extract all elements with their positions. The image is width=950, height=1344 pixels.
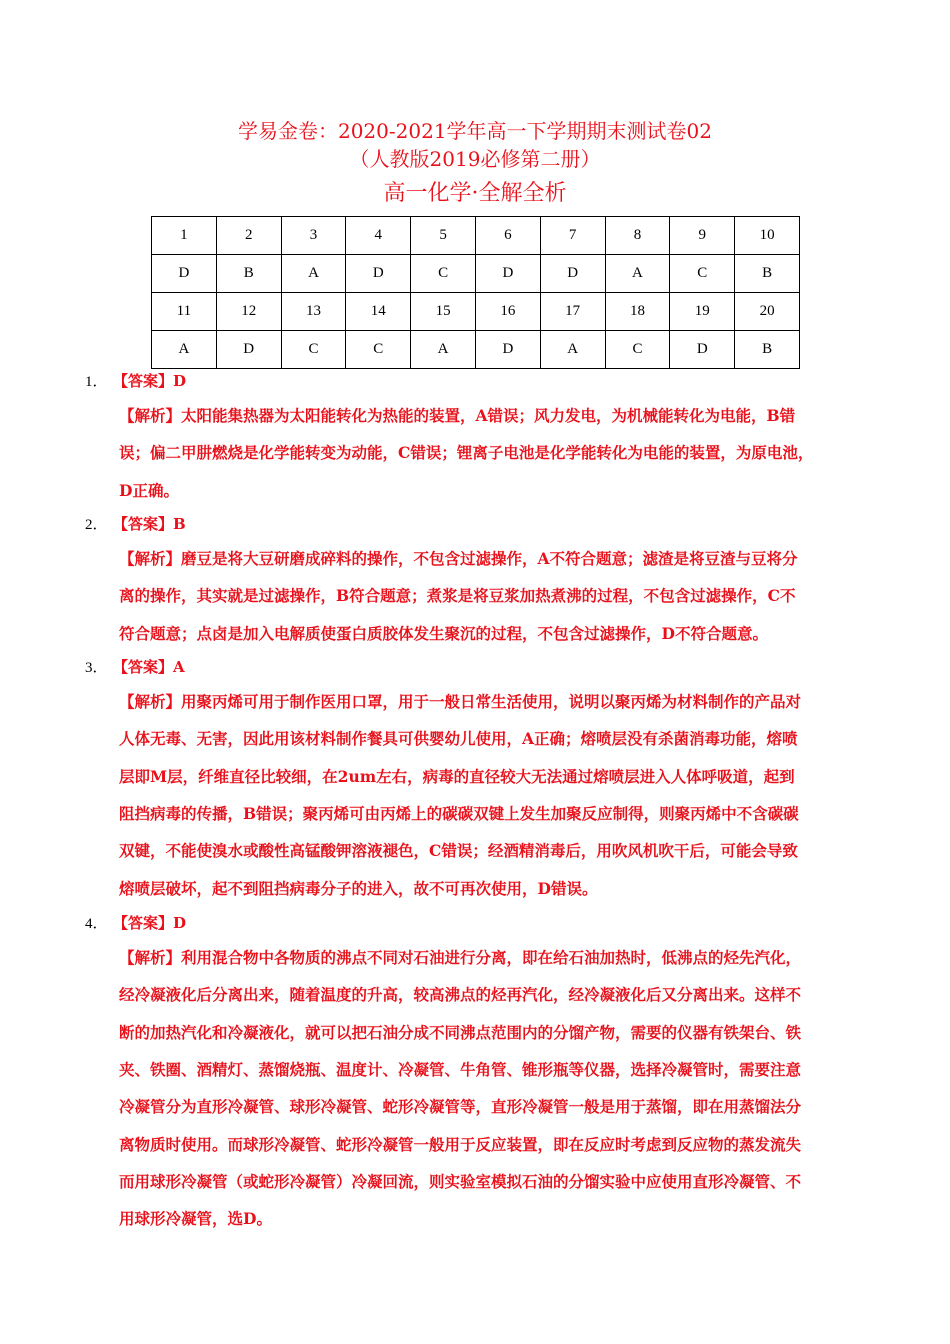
question-number: 4． <box>85 916 108 932</box>
table-cell: C <box>411 255 476 293</box>
explanation-line: 【解析】磨豆是将大豆研磨成碎料的操作，不包含过滤操作，A不符合题意；滤渣是将豆渣与豆将分 <box>119 549 798 568</box>
table-row-answers <box>152 331 800 369</box>
table-cell: A <box>540 331 605 369</box>
table-cell: 4 <box>346 217 411 255</box>
explanation-line: 误；偏二甲肼燃烧是化学能转变为动能，C错误；锂离子电池是化学能转化为电能的装置，为原电池， <box>119 443 814 463</box>
table-cell: D <box>475 255 540 293</box>
table-cell: A <box>605 255 670 293</box>
question-answer-header <box>85 513 186 536</box>
answer-label: 【答案】A <box>113 658 185 676</box>
explanation-line: 阻挡病毒的传播，B错误；聚丙烯可由丙烯上的碳碳双键上发生加聚反应制得，则聚丙烯中不含碳碳 <box>119 803 799 823</box>
explanation-line: 【解析】利用混合物中各物质的沸点不同对石油进行分离，即在给石油加热时，低沸点的烃先汽化， <box>119 948 802 967</box>
question-number: 1． <box>85 374 108 390</box>
question-answer-header <box>85 370 186 393</box>
explanation-line: 冷凝管分为直形冷凝管、球形冷凝管、蛇形冷凝管等，直形冷凝管一般是用于蒸馏，即在用蒸馏法分 <box>119 1097 802 1117</box>
table-cell: 9 <box>670 217 735 255</box>
explanation-line: D正确。 <box>119 480 179 500</box>
document-heading: 高一化学·全解全析 <box>383 181 567 206</box>
table-cell: 18 <box>605 293 670 331</box>
answer-label: 【答案】D <box>113 372 187 390</box>
table-cell: 11 <box>152 293 217 331</box>
explanation-line: 【解析】用聚丙烯可用于制作医用口罩，用于一般日常生活使用，说明以聚丙烯为材料制作的产品对 <box>119 692 802 711</box>
document-title: 学易金卷：2020-2021学年高一下学期期末测试卷02 <box>237 119 712 143</box>
table-cell: D <box>216 331 281 369</box>
table-cell: 10 <box>735 217 800 255</box>
table-row-answers <box>152 255 800 293</box>
question-answer-header <box>85 656 185 679</box>
explanation-line: 用球形冷凝管，选D。 <box>119 1209 272 1229</box>
table-cell: A <box>411 331 476 369</box>
answer-table <box>151 216 800 369</box>
question-number: 2． <box>85 517 108 533</box>
explanation-line: 而用球形冷凝管（或蛇形冷凝管）冷凝回流，则实验室模拟石油的分馏实验中应使用直形冷凝管、不 <box>119 1171 802 1191</box>
explanation-line: 经冷凝液化后分离出来，随着温度的升高，较高沸点的烃再汽化，经冷凝液化后又分离出来。这样不 <box>119 985 802 1005</box>
explanation-line: 层即M层，纤维直径比较细，在2um左右，病毒的直径较大无法通过熔喷层进入人体呼吸道，起到 <box>119 766 795 786</box>
table-cell: 16 <box>475 293 540 331</box>
table-cell: D <box>346 255 411 293</box>
table-cell: B <box>216 255 281 293</box>
table-cell: 15 <box>411 293 476 331</box>
table-cell: B <box>735 331 800 369</box>
document-subtitle: （人教版2019必修第二册） <box>349 147 601 171</box>
answer-label: 【答案】D <box>113 914 187 932</box>
table-cell: 17 <box>540 293 605 331</box>
table-cell: 20 <box>735 293 800 331</box>
explanation-line: 熔喷层破坏，起不到阻挡病毒分子的进入，故不可再次使用，D错误。 <box>119 878 598 898</box>
table-cell: C <box>281 331 346 369</box>
explanation-line: 【解析】太阳能集热器为太阳能转化为热能的装置，A错误；风力发电，为机械能转化为电能，B错 <box>119 406 796 425</box>
explanation-line: 断的加热汽化和冷凝液化，就可以把石油分成不同沸点范围内的分馏产物，需要的仪器有铁架台、铁 <box>119 1022 802 1042</box>
table-cell: A <box>281 255 346 293</box>
explanation-line: 离物质时使用。而球形冷凝管、蛇形冷凝管一般用于反应装置，即在反应时考虑到反应物的蒸发流失 <box>119 1134 802 1154</box>
table-cell: 2 <box>216 217 281 255</box>
table-cell: D <box>475 331 540 369</box>
explanation-line: 人体无毒、无害，因此用该材料制作餐具可供婴幼儿使用，A正确；熔喷层没有杀菌消毒功能，熔喷 <box>119 729 798 749</box>
explanation-line: 双键，不能使溴水或酸性高锰酸钾溶液褪色，C错误；经酒精消毒后，用吹风机吹干后，可能会导致 <box>119 841 798 861</box>
table-cell: B <box>735 255 800 293</box>
table-cell: D <box>670 331 735 369</box>
explanation-line: 夹、铁圈、酒精灯、蒸馏烧瓶、温度计、冷凝管、牛角管、锥形瓶等仪器，选择冷凝管时，需要注意 <box>119 1059 802 1079</box>
question-number: 3． <box>85 660 108 676</box>
table-cell: 6 <box>475 217 540 255</box>
table-cell: 8 <box>605 217 670 255</box>
table-cell: 1 <box>152 217 217 255</box>
table-row-question-numbers <box>152 217 800 255</box>
table-cell: D <box>540 255 605 293</box>
answer-label: 【答案】B <box>113 515 186 533</box>
table-cell: C <box>605 331 670 369</box>
table-cell: 7 <box>540 217 605 255</box>
table-cell: D <box>152 255 217 293</box>
table-row-question-numbers <box>152 293 800 331</box>
table-cell: C <box>346 331 411 369</box>
explanation-line: 符合题意；点卤是加入电解质使蛋白质胶体发生聚沉的过程，不包含过滤操作，D不符合题意。 <box>119 623 768 643</box>
question-answer-header <box>85 912 186 935</box>
table-cell: 19 <box>670 293 735 331</box>
table-cell: A <box>152 331 217 369</box>
table-cell: 12 <box>216 293 281 331</box>
table-cell: 14 <box>346 293 411 331</box>
table-cell: 13 <box>281 293 346 331</box>
table-cell: 3 <box>281 217 346 255</box>
table-cell: 5 <box>411 217 476 255</box>
explanation-line: 离的操作，其实就是过滤操作，B符合题意；煮浆是将豆浆加热煮沸的过程，不包含过滤操作，C不 <box>119 586 796 606</box>
table-cell: C <box>670 255 735 293</box>
